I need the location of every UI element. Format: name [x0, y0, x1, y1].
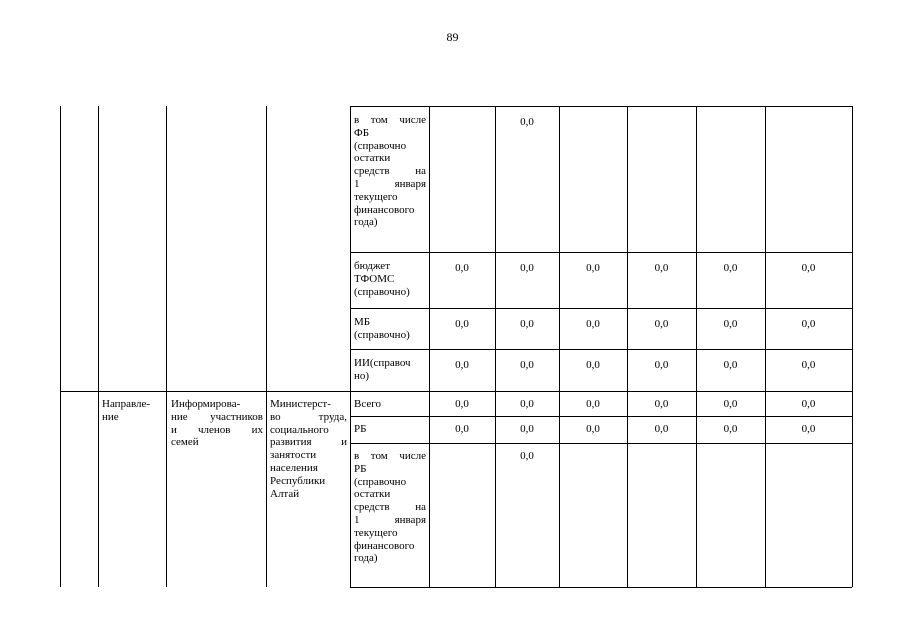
- value-cell: 0,0: [654, 398, 669, 410]
- source-cell-line: ТФОМС: [354, 272, 395, 285]
- source-cell-line: (справочно): [354, 328, 410, 341]
- value-cell: 0,0: [586, 398, 600, 410]
- table-column-line: [765, 106, 766, 587]
- source-cell-line: РБ: [354, 462, 367, 475]
- table-column-line: [495, 106, 496, 587]
- table-column-line: [60, 106, 61, 587]
- source-cell-line: года): [354, 552, 378, 565]
- source-cell-line: (справочно: [354, 139, 407, 152]
- value-cell: 0,0: [520, 116, 534, 128]
- value-cell: 0,0: [801, 359, 816, 371]
- source-cell-line: средств на: [354, 501, 426, 514]
- table-row-line: [350, 308, 852, 309]
- executor-cell-line: во труда,: [270, 410, 347, 423]
- measure-name-line: семей: [171, 436, 199, 449]
- table-row-line: [60, 391, 852, 392]
- value-cell: 0,0: [801, 262, 816, 274]
- source-cell-line: МБ: [354, 316, 371, 328]
- page-number: 89: [446, 30, 459, 44]
- table-column-line: [696, 106, 697, 587]
- value-cell: 0,0: [520, 398, 534, 410]
- source-cell-line: 1 января: [354, 178, 426, 190]
- value-cell: 0,0: [586, 359, 600, 371]
- value-cell: 0,0: [723, 359, 738, 371]
- source-cell-line: но): [354, 369, 370, 382]
- source-cell-line: средств на: [354, 165, 426, 178]
- executor-cell-line: Министерст-: [270, 398, 331, 410]
- executor-cell-line: развития и: [270, 436, 347, 449]
- value-cell: 0,0: [654, 262, 669, 274]
- table-column-line: [166, 106, 167, 587]
- source-cell-line: в том числе: [354, 114, 426, 126]
- source-cell-line: текущего: [354, 190, 398, 203]
- value-cell: 0,0: [520, 359, 534, 371]
- value-cell: 0,0: [654, 318, 669, 330]
- value-cell: 0,0: [455, 359, 469, 371]
- source-cell-line: финансового: [354, 539, 415, 552]
- value-cell: 0,0: [520, 318, 534, 330]
- value-cell: 0,0: [455, 423, 469, 435]
- source-cell-line: бюджет: [354, 260, 390, 272]
- table-column-line: [350, 106, 351, 587]
- executor-cell-line: населения: [270, 462, 318, 474]
- table-column-line: [559, 106, 560, 587]
- source-cell-line: РБ: [354, 423, 367, 435]
- value-cell: 0,0: [520, 423, 534, 435]
- table-column-line: [98, 106, 99, 587]
- executor-cell-line: социального: [270, 423, 329, 436]
- source-cell-line: года): [354, 216, 378, 229]
- source-cell-line: Всего: [354, 398, 381, 410]
- source-cell-line: финансового: [354, 203, 415, 216]
- source-cell-line: (справочно: [354, 475, 407, 488]
- value-cell: 0,0: [586, 262, 600, 274]
- source-cell-line: ИИ(справоч: [354, 357, 411, 369]
- executor-cell-line: Алтай: [270, 487, 300, 500]
- value-cell: 0,0: [801, 398, 816, 410]
- value-cell: 0,0: [723, 423, 738, 435]
- direction-cell-line: Направле-: [102, 398, 151, 410]
- value-cell: 0,0: [455, 262, 469, 274]
- value-cell: 0,0: [654, 359, 669, 371]
- source-cell-line: остатки: [354, 152, 391, 165]
- value-cell: 0,0: [520, 262, 534, 274]
- table-row-line: [350, 252, 852, 253]
- table-column-line: [627, 106, 628, 587]
- value-cell: 0,0: [801, 318, 816, 330]
- table-column-line: [429, 106, 430, 587]
- value-cell: 0,0: [520, 450, 534, 462]
- value-cell: 0,0: [455, 318, 469, 330]
- measure-name-line: и членов их: [171, 423, 263, 436]
- value-cell: 0,0: [801, 423, 816, 435]
- executor-cell-line: Республики: [270, 474, 326, 487]
- value-cell: 0,0: [586, 423, 600, 435]
- value-cell: 0,0: [586, 318, 600, 330]
- measure-name-line: ние участников: [171, 410, 263, 423]
- source-cell-line: (справочно): [354, 285, 410, 298]
- table-row-line: [350, 106, 852, 107]
- table-row-line: [350, 349, 852, 350]
- measure-name-line: Информирова-: [171, 398, 241, 410]
- value-cell: 0,0: [723, 262, 738, 274]
- source-cell-line: текущего: [354, 526, 398, 539]
- direction-cell-line: ние: [102, 410, 119, 423]
- table-row-line: [350, 416, 852, 417]
- value-cell: 0,0: [654, 423, 669, 435]
- source-cell-line: 1 января: [354, 514, 426, 526]
- value-cell: 0,0: [723, 318, 738, 330]
- table-row-line: [350, 443, 852, 444]
- value-cell: 0,0: [723, 398, 738, 410]
- executor-cell-line: занятости: [270, 449, 317, 462]
- source-cell-line: остатки: [354, 488, 391, 501]
- table-column-line: [266, 106, 267, 587]
- value-cell: 0,0: [455, 398, 469, 410]
- source-cell-line: в том числе: [354, 450, 426, 462]
- table-column-line: [852, 106, 853, 587]
- source-cell-line: ФБ: [354, 126, 370, 139]
- table-row-line: [350, 587, 852, 588]
